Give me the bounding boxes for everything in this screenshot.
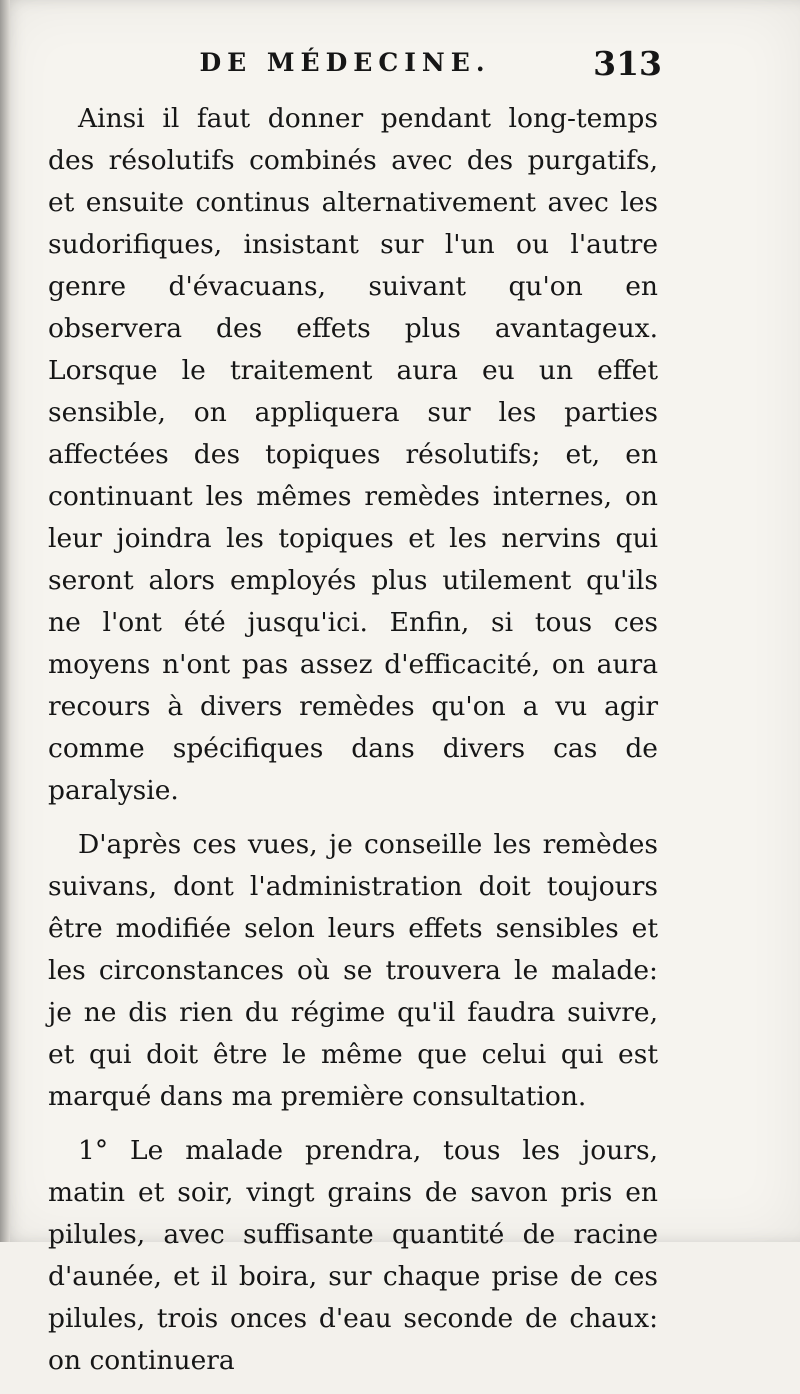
paragraph-1: Ainsi il faut donner pendant long-temps des résolutifs combinés avec des purgatifs, et ensuite continus alternativement avec les sudorifiques, insistant sur l'un ou l'autre genre d'évacuans, suivant qu'on en observera des effets plus avantageux. Lorsque le traitement aura eu un effet sensible, on appliquera sur les parties affectées des topiques résolutifs; et, en continuant les mêmes remèdes internes, on leur joindra les topiques et les nervins qui seront alors employés plus utilement qu'ils ne l'ont été jusqu'ici. Enfin, si tous ces moyens n'ont pas assez d'efficacité, on aura recours à divers remèdes qu'on a vu agir comme spécifiques dans divers cas de paralysie. xyxy=(48,103,658,806)
body-text xyxy=(48,98,658,1394)
running-head: DE MÉDECINE. xyxy=(199,48,491,77)
paragraph-2: D'après ces vues, je conseille les remèdes suivans, dont l'administration doit toujours être modifiée selon leurs effets sensibles et les circonstances où se trouvera le malade: je ne dis rien du régime qu'il faudra suivre, et qui doit être le même que celui qui est marqué dans ma première consultation. xyxy=(48,829,658,1112)
page-gutter-shadow xyxy=(0,0,10,1242)
paragraph-3: 1° Le malade prendra, tous les jours, matin et soir, vingt grains de savon pris en pilules, avec suffisante quantité de racine d'aunée, et il boira, sur chaque prise de ces pilules, trois onces d'eau seconde de chaux: on continuera xyxy=(48,1135,658,1376)
page-number: 313 xyxy=(593,44,662,83)
